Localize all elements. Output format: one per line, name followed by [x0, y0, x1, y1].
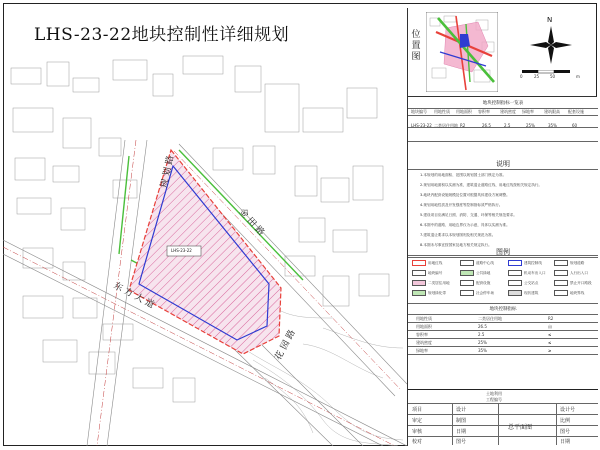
legend-label-5: 公共绿地	[476, 271, 491, 275]
note-2: 2.规划用地面积以实测为准，建筑退让道路红线、用地红线按相关规定执行。	[420, 183, 543, 187]
legend-swatch-6	[508, 270, 522, 276]
idx-v6: 35%	[548, 123, 557, 128]
scale-tick-1: 25	[534, 74, 540, 79]
idx-v0: LHS-23-22	[411, 123, 432, 128]
tb-left-0: 项目	[412, 407, 423, 413]
north-label: N	[547, 16, 553, 24]
idx-v4: 2.5	[504, 123, 511, 128]
legend-label-10: 公交站点	[524, 281, 539, 285]
legend-swatch-2	[508, 260, 522, 266]
ctrl-2-0: 容积率	[416, 332, 428, 337]
idx-v1: 二类居住用地	[434, 123, 458, 128]
legend-swatch-11	[554, 280, 568, 286]
legend-swatch-0	[412, 260, 426, 266]
legend-label-7: 人行出入口	[570, 271, 588, 275]
ctrl-4-1: 35%	[478, 348, 487, 353]
ctrl-0-2: R2	[548, 316, 554, 321]
ctrl-2-1: 2.5	[478, 332, 485, 337]
legend-swatch-10	[508, 280, 522, 286]
note-5: 5.建设项目应满足日照、消防、交通、环保等相关规范要求。	[420, 213, 517, 217]
tb-mid-1: 制图	[456, 418, 467, 424]
land-index-title: 地块控制指标一览表	[482, 101, 524, 106]
location-label: 位置图	[411, 30, 421, 62]
idx-h6: 建筑限高	[544, 109, 560, 114]
legend-label-12: 规划绿化带	[428, 291, 446, 295]
tb-right-0: 设计号	[560, 407, 576, 413]
ctrl-1-1: 26.5	[478, 324, 487, 329]
legend-title: 图例	[496, 248, 510, 256]
ctrl-0-1: 二类居住用地	[478, 316, 502, 321]
legend-label-14: 现状建筑	[524, 291, 539, 295]
drawing-name: 总平面图	[508, 424, 533, 431]
road-label-upper: 规 划 路	[159, 154, 177, 189]
idx-v5: 25%	[526, 123, 535, 128]
tb-mid-3: 图号	[456, 439, 467, 445]
idx-h4: 建筑密度	[500, 109, 516, 114]
legend-label-8: 二类居住用地	[428, 281, 450, 285]
note-7: 7.建筑退让要求以本规划图则及相关规范为准。	[420, 233, 496, 237]
north-arrow-icon	[530, 26, 572, 64]
legend-label-1: 道路中心线	[476, 261, 494, 265]
title-stamp: 土地利用	[486, 391, 502, 396]
road-label-lower-right: 花 园 路	[273, 328, 298, 363]
legend-label-2: 建筑控制线	[524, 261, 542, 265]
legend-label-15: 地块界线	[570, 291, 585, 295]
legend-swatch-7	[554, 270, 568, 276]
idx-h0: 地块编号	[411, 109, 427, 114]
scale-tick-0: 0	[520, 74, 523, 79]
legend-swatch-8	[412, 280, 426, 286]
legend-label-11: 禁止开口路段	[570, 281, 592, 285]
legend-swatch-14	[508, 290, 522, 296]
ctrl-3-2: ≤	[548, 340, 552, 345]
info-panel	[407, 97, 598, 446]
scale-tick-2: 50	[550, 74, 556, 79]
tb-right-1: 比例	[560, 418, 571, 424]
legend-swatch-13	[460, 290, 474, 296]
legend-label-0: 用地红线	[428, 261, 443, 265]
legend-swatch-4	[412, 270, 426, 276]
idx-h1: 用地性质	[434, 109, 450, 114]
ctrl-0-0: 用地性质	[416, 316, 432, 321]
legend-swatch-12	[412, 290, 426, 296]
legend-swatch-9	[460, 280, 474, 286]
note-6: 6.本图中的道路、用地边界仅为示意，具体以实测为准。	[420, 223, 510, 227]
idx-h5: 绿地率	[522, 109, 534, 114]
legend-label-6: 机动车出入口	[524, 271, 546, 275]
tb-mid-0: 设计	[456, 407, 467, 413]
road-label-lower-left: 东 方 大 道	[111, 280, 156, 311]
ctrl-3-0: 建筑密度	[416, 340, 432, 345]
idx-v3: 26.5	[482, 123, 491, 128]
idx-v7: 60	[572, 123, 578, 128]
tb-left-2: 审核	[412, 429, 423, 435]
notes-title: 说明	[496, 160, 510, 168]
road-label-right: 金 田 路	[236, 206, 266, 239]
parcel-code: LHS-23-22	[171, 248, 192, 253]
ctrl-1-2: 亩	[548, 324, 552, 329]
legend-swatch-5	[460, 270, 474, 276]
legend-label-9: 配套设施	[476, 281, 491, 285]
legend-label-13: 社会停车场	[476, 291, 494, 295]
legend-swatch-3	[554, 260, 568, 266]
site-map[interactable]	[3, 48, 407, 446]
ctrl-4-0: 绿地率	[416, 348, 428, 353]
idx-h7: 配套设施	[568, 109, 584, 114]
note-1: 1.本规划的用地面积、范围以规划国土部门核定为准。	[420, 173, 507, 177]
location-map	[426, 12, 498, 92]
ctrl-1-0: 用地面积	[416, 324, 432, 329]
idx-h2: 用地面积	[456, 109, 472, 114]
legend-label-4: 地块编号	[428, 271, 443, 275]
idx-v2: R2	[460, 123, 466, 128]
ctrl-2-2: ≤	[548, 332, 552, 337]
ctrl-3-1: 25%	[478, 340, 487, 345]
scale-tick-4: m	[576, 74, 580, 79]
tb-left-3: 校对	[412, 439, 423, 445]
tb-right-3: 日期	[560, 439, 571, 445]
tb-mid-2: 日期	[456, 429, 467, 435]
note-3: 3.地块内配套设施规模及位置可根据具体建设方案调整。	[420, 193, 510, 197]
drawing-title: LHS-23-22地块控制性详细规划	[34, 25, 290, 45]
idx-h3: 容积率	[478, 109, 490, 114]
legend-swatch-1	[460, 260, 474, 266]
note-8: 8.本图未尽事宜按国家及地方相关规定执行。	[420, 243, 492, 247]
tb-left-1: 审定	[412, 418, 423, 424]
legend-swatch-15	[554, 290, 568, 296]
control-table-title: 地块控制指标	[489, 307, 517, 312]
title-project: 工程编号	[486, 397, 502, 402]
tb-right-2: 图号	[560, 429, 571, 435]
ctrl-4-2: ≥	[548, 348, 552, 353]
legend-label-3: 规划道路	[570, 261, 585, 265]
note-4: 4.规划用地性质及开发强度等控制指标须严格执行。	[420, 203, 503, 207]
